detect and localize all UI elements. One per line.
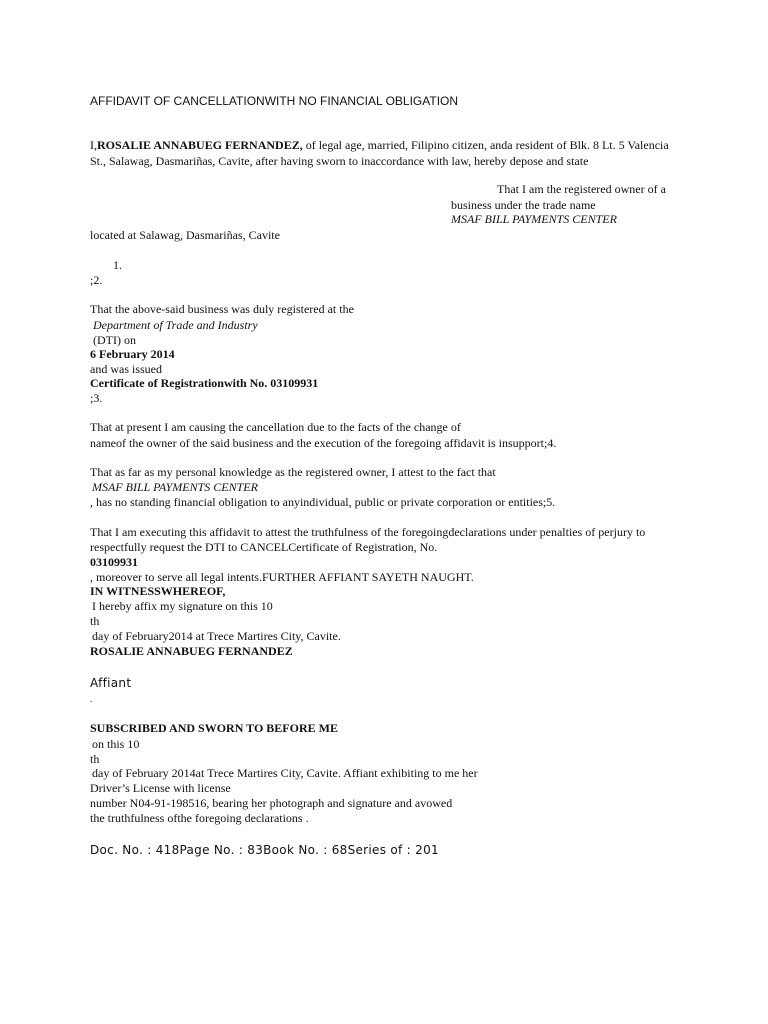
subscribed-heading: SUBSCRIBED AND SWORN TO BEFORE ME (90, 721, 338, 735)
executing-line-2: respectfully request the DTI to CANCELCertificate of Registration, No. (90, 540, 438, 554)
owner-line-2: business under the trade name (451, 198, 596, 212)
subscribed-line-6: the truthfulness ofthe foregoing declarations . (90, 811, 309, 825)
affiant-label: Affiant (90, 676, 132, 690)
affiant-name-signature: ROSALIE ANNABUEG FERNANDEZ (90, 644, 293, 658)
item-number-2: ;2. (90, 273, 103, 287)
witness-heading: IN WITNESSWHEREOF, (90, 584, 226, 598)
subscribed-line-4: Driver’s License with license (90, 781, 231, 795)
issued-line: and was issued (90, 362, 162, 376)
trade-name: MSAF BILL PAYMENTS CENTER (451, 212, 617, 226)
intro-prefix: I, (90, 138, 97, 152)
subscribed-line-3: day of February 2014at Trece Martires City, Cavite. Affiant exhibiting to me her (92, 766, 478, 780)
item-number-1: 1. (113, 258, 122, 272)
agency-name: Department of Trade and Industry (93, 318, 258, 332)
witness-line-3: day of February2014 at Trece Martires City, Cavite. (92, 629, 341, 643)
item-number-3: ;3. (90, 391, 103, 405)
owner-line-1: That I am the registered owner of a (497, 182, 666, 196)
certificate-line: Certificate of Registrationwith No. 03109931 (90, 376, 319, 390)
registration-line-1: That the above-said business was duly registered at the (90, 302, 354, 316)
cancellation-line-1: That at present I am causing the cancellation due to the facts of the change of (90, 420, 461, 434)
dti-on: (DTI) on (93, 333, 136, 347)
attest-line-1: That as far as my personal knowledge as the registered owner, I attest to the fact that (90, 465, 496, 479)
witness-th: th (90, 614, 100, 628)
registration-date: 6 February 2014 (90, 347, 175, 361)
intro-line-2: St., Salawag, Dasmariñas, Cavite, after having sworn to inaccordance with law, hereby depose and state (90, 154, 589, 168)
certificate-number: 03109931 (90, 555, 138, 569)
subscribed-th: th (90, 752, 100, 766)
intro-rest: of legal age, married, Filipino citizen, anda resident of Blk. 8 Lt. 5 Valencia (302, 138, 669, 152)
document-title: AFFIDAVIT OF CANCELLATIONWITH NO FINANCIAL OBLIGATION (90, 94, 459, 108)
executing-line-1: That I am executing this affidavit to attest the truthfulness of the foregoingdeclarations under penalties of perjury to (90, 525, 646, 539)
intro-line-1 (90, 138, 669, 153)
subscribed-line-1: on this 10 (92, 737, 140, 751)
subscribed-line-5: number N04-91-198516, bearing her photograph and signature and avowed (90, 796, 453, 810)
witness-line-1: I hereby affix my signature on this 10 (92, 599, 273, 613)
location-line: located at Salawag, Dasmariñas, Cavite (90, 228, 280, 242)
trade-name-attest: MSAF BILL PAYMENTS CENTER (92, 480, 258, 494)
cancellation-line-2: nameof the owner of the said business and the execution of the foregoing affidavit is insupport;4. (90, 436, 557, 450)
attest-line-3: , has no standing financial obligation to anyindividual, public or private corporation or entities;5. (90, 495, 556, 509)
affiant-name-intro: ROSALIE ANNABUEG FERNANDEZ, (97, 138, 303, 152)
notarial-footer: Doc. No. : 418Page No. : 83Book No. : 68Series of : 201 (90, 843, 439, 857)
executing-line-4: , moreover to serve all legal intents.FURTHER AFFIANT SAYETH NAUGHT. (90, 570, 474, 584)
affiant-dot: . (90, 694, 93, 704)
